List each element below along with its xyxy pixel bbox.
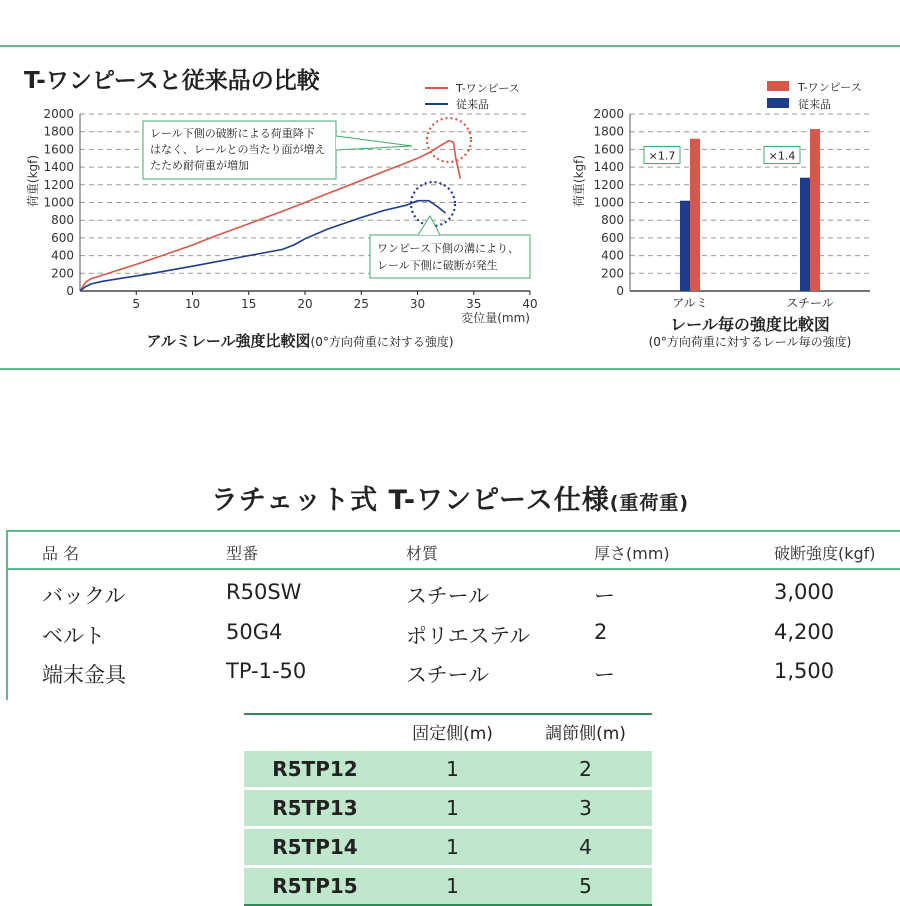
y-tick-label: 1600 (43, 142, 74, 157)
spec-cell: バックル (42, 584, 126, 608)
spec-cell: 1,500 (774, 659, 835, 683)
spec-cell: ポリエステル (406, 624, 531, 648)
spec-cell: 3,000 (774, 580, 835, 604)
spec-header-model: 型番 (226, 544, 259, 563)
y-tick-label: 400 (601, 248, 624, 263)
spec-table (6, 530, 900, 700)
y-tick-label: 1600 (593, 142, 624, 157)
table-row (244, 828, 652, 867)
bar-chart-categories (672, 296, 834, 310)
spec-cell: スチール (406, 584, 490, 608)
bar-conventional (680, 201, 690, 291)
y-tick-label: 200 (51, 266, 74, 281)
legend-swatch-t-onepiece (767, 81, 789, 91)
chart-divider (0, 368, 900, 370)
y-tick-label: 0 (66, 284, 74, 298)
tp-fixed: 1 (386, 789, 519, 828)
y-tick-label: 400 (51, 248, 74, 263)
y-tick-label: 200 (601, 266, 624, 281)
tp-adjust: 2 (519, 750, 652, 789)
top-divider (0, 45, 900, 47)
y-tick-label: 800 (601, 213, 624, 228)
tp-header-blank (244, 714, 386, 750)
tp-adjust: 5 (519, 867, 652, 906)
x-tick-label: 5 (132, 297, 141, 311)
y-tick-label: 1800 (593, 124, 624, 139)
line-chart-x-ticks (132, 291, 537, 311)
tp-adjust: 3 (519, 789, 652, 828)
annotation-2-line-2: レール下側に破断が発生 (377, 259, 498, 272)
x-tick-label: 35 (466, 297, 482, 311)
x-tick-label: 15 (241, 297, 257, 311)
line-chart (0, 48, 560, 368)
line-chart-title: T-ワンピースと従来品の比較 (24, 68, 320, 94)
tp-code: R5TP14 (244, 828, 386, 867)
spec-table-header (8, 530, 900, 570)
table-row (8, 614, 900, 652)
bar-chart-ylabel: 荷重(kgf) (572, 154, 586, 208)
y-tick-label: 1000 (43, 195, 74, 210)
bar-legend-label-conventional: 従来品 (798, 98, 831, 111)
spec-title (0, 478, 900, 517)
spec-header-name: 品 名 (42, 544, 80, 563)
x-tick-label: 10 (184, 297, 201, 311)
tp-header-fixed: 固定側(m) (386, 714, 519, 750)
tp-fixed: 1 (386, 867, 519, 906)
table-row (8, 574, 900, 612)
annotation-1-line-2: はなく、レールとの当たり面が増え (150, 143, 326, 156)
bar-chart-subtitle: (0°方向荷重に対するレール毎の強度) (648, 335, 852, 349)
legend-label-conventional: 従来品 (456, 98, 489, 111)
x-tick-label: 20 (297, 297, 313, 311)
x-tick-label: 30 (409, 297, 426, 311)
bar-conventional (800, 178, 810, 291)
y-tick-label: 1800 (43, 124, 74, 139)
bar-t-onepiece (690, 139, 700, 291)
legend-swatch-conventional (767, 98, 789, 108)
bar-chart (570, 48, 890, 368)
spec-cell: スチール (406, 663, 490, 687)
spec-cell: ー (594, 584, 615, 608)
y-tick-label: 1000 (593, 195, 624, 210)
annotation-2-line-1: ワンピース下側の溝により、 (377, 242, 520, 255)
spec-cell: 4,200 (774, 620, 835, 644)
category-label: スチール (786, 296, 834, 310)
x-tick-label: 40 (522, 297, 538, 311)
tp-fixed: 1 (386, 828, 519, 867)
y-tick-label: 600 (51, 230, 74, 245)
tp-table-header (244, 714, 652, 750)
y-tick-label: 2000 (43, 107, 74, 121)
spec-header-strength: 破断強度(kgf) (774, 544, 876, 563)
spec-cell: ベルト (42, 624, 105, 648)
y-tick-label: 800 (51, 213, 74, 228)
table-row (244, 867, 652, 906)
annotation-1-line-1: レール下側の破断による荷重降下 (150, 127, 315, 140)
tp-length-table (244, 713, 652, 906)
spec-title-suffix: (重荷重) (609, 492, 690, 514)
line-chart-subtitle-note: (0°方向荷重に対する強度) (310, 335, 454, 349)
bar-chart-y-ticks (593, 107, 624, 298)
spec-cell: 端末金具 (42, 663, 126, 687)
ratio-label: ×1.4 (768, 149, 796, 163)
spec-title-main: ラチェット式 T-ワンピース仕様 (210, 485, 610, 516)
x-tick-label: 25 (353, 297, 369, 311)
spec-cell: R50SW (226, 580, 302, 604)
bar-t-onepiece (810, 129, 820, 291)
table-row (8, 653, 900, 691)
tp-code: R5TP12 (244, 750, 386, 789)
y-tick-label: 0 (616, 284, 624, 298)
legend-label-t-onepiece: T-ワンピース (456, 82, 520, 95)
line-chart-subtitle-main: アルミレール強度比較図 (146, 332, 311, 350)
bar-legend-label-t-onepiece: T-ワンピース (798, 81, 862, 94)
tp-code: R5TP13 (244, 789, 386, 828)
bar-chart-title: レール毎の強度比較図 (670, 315, 830, 334)
y-tick-label: 1400 (43, 160, 74, 175)
spec-cell: TP-1-50 (226, 659, 307, 683)
spec-cell: ー (594, 663, 615, 687)
spec-header-material: 材質 (406, 544, 439, 563)
line-chart-xlabel: 変位量(mm) (461, 311, 530, 325)
y-tick-label: 2000 (593, 107, 624, 121)
tp-adjust: 4 (519, 828, 652, 867)
table-row (244, 789, 652, 828)
ratio-label: ×1.7 (648, 149, 676, 163)
spec-cell: 50G4 (226, 620, 283, 644)
line-chart-y-ticks (43, 107, 74, 298)
line-chart-ylabel: 荷重(kgf) (26, 154, 40, 208)
category-label: アルミ (672, 296, 708, 310)
y-tick-label: 1400 (593, 160, 624, 175)
y-tick-label: 1200 (593, 177, 624, 192)
tp-code: R5TP15 (244, 867, 386, 906)
tp-fixed: 1 (386, 750, 519, 789)
spec-cell: 2 (594, 620, 608, 644)
annotation-pointer-1 (336, 136, 412, 150)
y-tick-label: 600 (601, 230, 624, 245)
spec-header-thickness: 厚さ(mm) (594, 544, 670, 563)
y-tick-label: 1200 (43, 177, 74, 192)
tp-header-adjust: 調節側(m) (519, 714, 652, 750)
table-row (244, 750, 652, 789)
bar-chart-grid (630, 114, 870, 273)
annotation-1-line-3: たため耐荷重が増加 (150, 159, 249, 172)
line-chart-subtitle (146, 332, 453, 350)
